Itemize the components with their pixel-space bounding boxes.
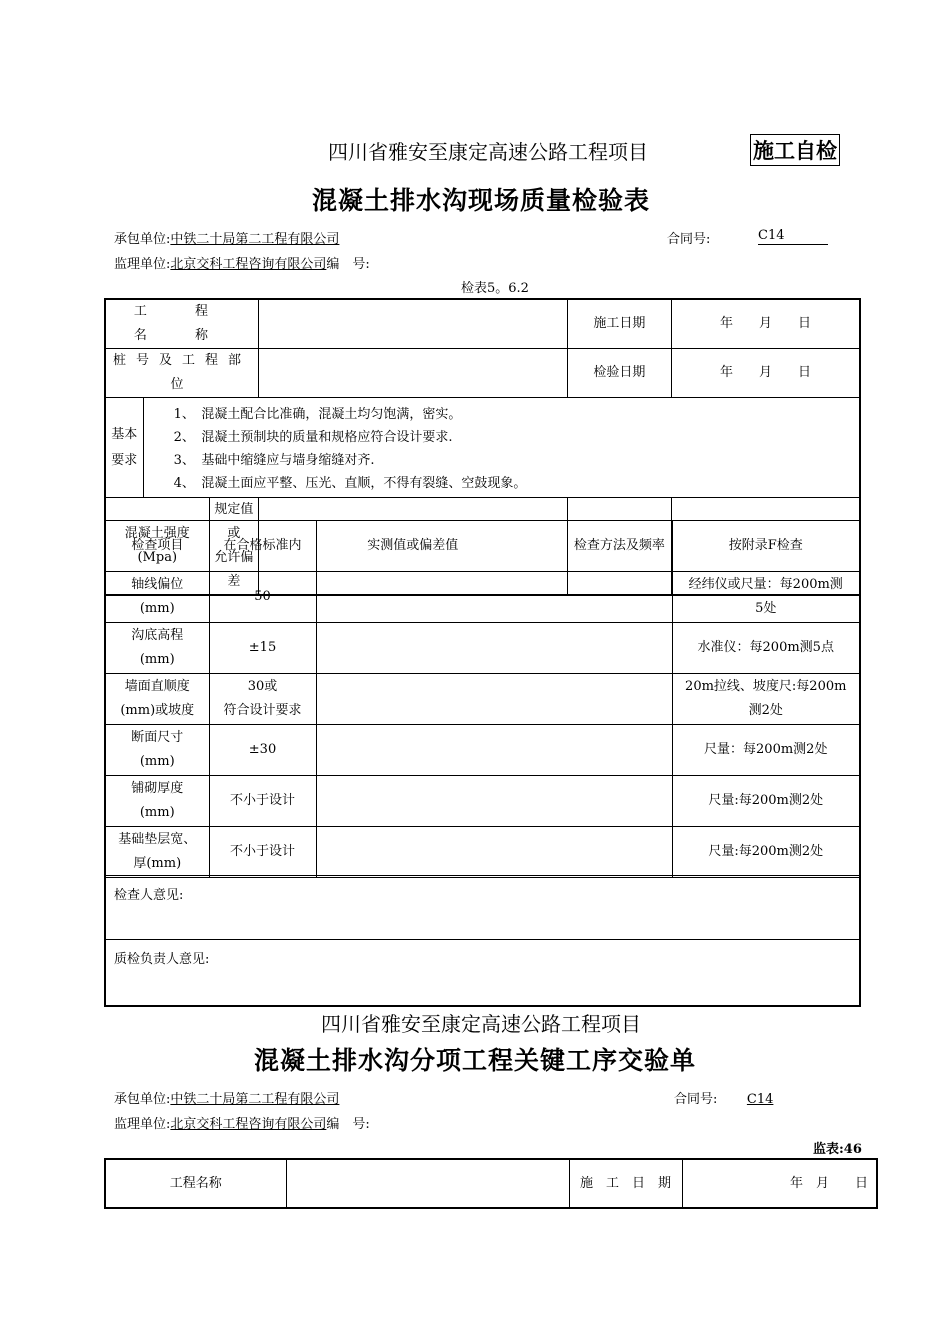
- contractor-value: 中铁二十局第二工程有限公司: [170, 1092, 340, 1107]
- requirement-item: 3、 基础中缩缝应与墙身缩缝对齐.: [173, 452, 375, 468]
- contractor-label: 承包单位:: [114, 232, 171, 247]
- item-spec: 在合格标准内: [209, 521, 316, 572]
- requirement-item: 4、 混凝土面应平整、压光、直顺，不得有裂缝、空鼓现象。: [173, 475, 527, 491]
- contract-no-label: 合同号:: [674, 1092, 718, 1107]
- item-method: 按附录F检查: [672, 521, 860, 572]
- item-method: 尺量:每200m测2处: [672, 827, 860, 878]
- item-spec: 不小于设计: [209, 776, 316, 827]
- construction-date-label: 施工日期: [567, 299, 671, 349]
- project-name-title: 四川省雅安至康定高速公路工程项目: [328, 140, 648, 164]
- item-measured-input[interactable]: [316, 674, 672, 725]
- project-name-label-2: 工程名称: [105, 1159, 286, 1208]
- item-method: 水准仪：每200m测5点: [672, 623, 860, 674]
- contract-no-row-2: [674, 1088, 773, 1107]
- contractor-row-2: [114, 1088, 339, 1107]
- items-table: [104, 520, 861, 878]
- item-method: 尺量：每200m测2处: [672, 725, 860, 776]
- inspection-date-label: 检验日期: [567, 349, 671, 398]
- item-name: 基础垫层宽、 厚(mm): [105, 827, 209, 878]
- item-spec: 不小于设计: [209, 827, 316, 878]
- requirement-item: 1、 混凝土配合比准确，混凝土均匀饱满，密实。: [173, 406, 462, 422]
- item-measured-input[interactable]: [316, 623, 672, 674]
- table-row: [105, 827, 860, 878]
- serial-label: 编 号:: [326, 1117, 370, 1132]
- table-row: [105, 725, 860, 776]
- item-measured-input[interactable]: [316, 776, 672, 827]
- inspector-opinion[interactable]: 检查人意见:: [105, 876, 860, 940]
- table-row: [105, 572, 860, 623]
- requirement-item: 2、 混凝土预制块的质量和规格应符合设计要求.: [173, 429, 453, 445]
- item-measured-input[interactable]: [316, 521, 672, 572]
- table-row: [105, 776, 860, 827]
- contractor-row: [114, 228, 339, 247]
- project-name-title-2: 四川省雅安至康定高速公路工程项目: [321, 1012, 641, 1036]
- form-title: 混凝土排水沟现场质量检验表: [312, 186, 651, 215]
- header-item: 检查项目: [105, 498, 209, 596]
- opinion-table: [104, 875, 861, 1007]
- item-spec: ±30: [209, 725, 316, 776]
- table-row: [105, 349, 860, 398]
- basic-requirements: [143, 398, 860, 498]
- table-row: [105, 299, 860, 349]
- item-measured-input[interactable]: [316, 572, 672, 623]
- item-name: 断面尺寸 (mm): [105, 725, 209, 776]
- project-name-label: 工 程 名 称: [105, 299, 258, 349]
- construction-date-label-2: 施 工 日 期: [569, 1159, 682, 1208]
- item-spec: 50: [209, 572, 316, 623]
- supervisor-value: 北京交科工程咨询有限公司: [170, 1117, 327, 1132]
- project-name-input[interactable]: [258, 299, 567, 349]
- item-spec: 30或 符合设计要求: [209, 674, 316, 725]
- contractor-value: 中铁二十局第二工程有限公司: [170, 232, 340, 247]
- supervisor-row-2: [114, 1113, 370, 1132]
- supervisor-label: 监理单位:: [114, 1117, 171, 1132]
- item-measured-input[interactable]: [316, 725, 672, 776]
- item-name: 混凝土强度 (Mpa): [105, 521, 209, 572]
- item-method: 20m拉线、坡度尺:每200m 测2处: [672, 674, 860, 725]
- table-row: [105, 623, 860, 674]
- supervisor-value: 北京交科工程咨询有限公司: [170, 257, 327, 272]
- item-method: 经纬仪或尺量：每200m测 5处: [672, 572, 860, 623]
- qc-opinion[interactable]: 质检负责人意见:: [105, 940, 860, 1006]
- table-row: [105, 1159, 877, 1208]
- table-row: [105, 876, 860, 940]
- item-name: 墙面直顺度 (mm)或坡度: [105, 674, 209, 725]
- contract-no-label: 合同号:: [667, 232, 711, 247]
- supervisor-row: [114, 253, 370, 272]
- station-input[interactable]: [258, 349, 567, 398]
- construction-date-field[interactable]: 年 月 日: [671, 299, 860, 349]
- header-spec: 规定值或 允许偏差: [209, 498, 258, 596]
- supervisor-label: 监理单位:: [114, 257, 171, 272]
- header-measured: 实测值或偏差值: [258, 498, 567, 596]
- contractor-label: 承包单位:: [114, 1092, 171, 1107]
- handover-table: [104, 1158, 878, 1209]
- item-name: 铺砌厚度 (mm): [105, 776, 209, 827]
- contract-no-value: C14: [746, 1092, 774, 1107]
- basic-req-label: 基本要求: [105, 398, 143, 498]
- header-method: 检查方法及频率: [567, 498, 671, 596]
- table-row: [105, 521, 860, 572]
- item-measured-input[interactable]: [316, 827, 672, 878]
- item-name: 沟底高程 (mm): [105, 623, 209, 674]
- inspection-date-field[interactable]: 年 月 日: [671, 349, 860, 398]
- item-spec: ±15: [209, 623, 316, 674]
- project-name-input-2[interactable]: [286, 1159, 569, 1208]
- contract-no-value: C14: [758, 228, 828, 245]
- item-method: 尺量:每200m测2处: [672, 776, 860, 827]
- table-row: [105, 398, 860, 498]
- station-label: 桩号及工程部位: [105, 349, 258, 398]
- table-row: [105, 940, 860, 1006]
- table-row: [105, 674, 860, 725]
- self-check-stamp: 施工自检: [750, 134, 840, 166]
- serial-label: 编 号:: [326, 257, 370, 272]
- item-name: 轴线偏位 (mm): [105, 572, 209, 623]
- form-code-2: 监表:46: [813, 1142, 862, 1157]
- form-title-2: 混凝土排水沟分项工程关键工序交验单: [254, 1046, 697, 1075]
- form-code: 检表5。6.2: [461, 281, 529, 296]
- construction-date-field-2[interactable]: 年 月 日: [682, 1159, 877, 1208]
